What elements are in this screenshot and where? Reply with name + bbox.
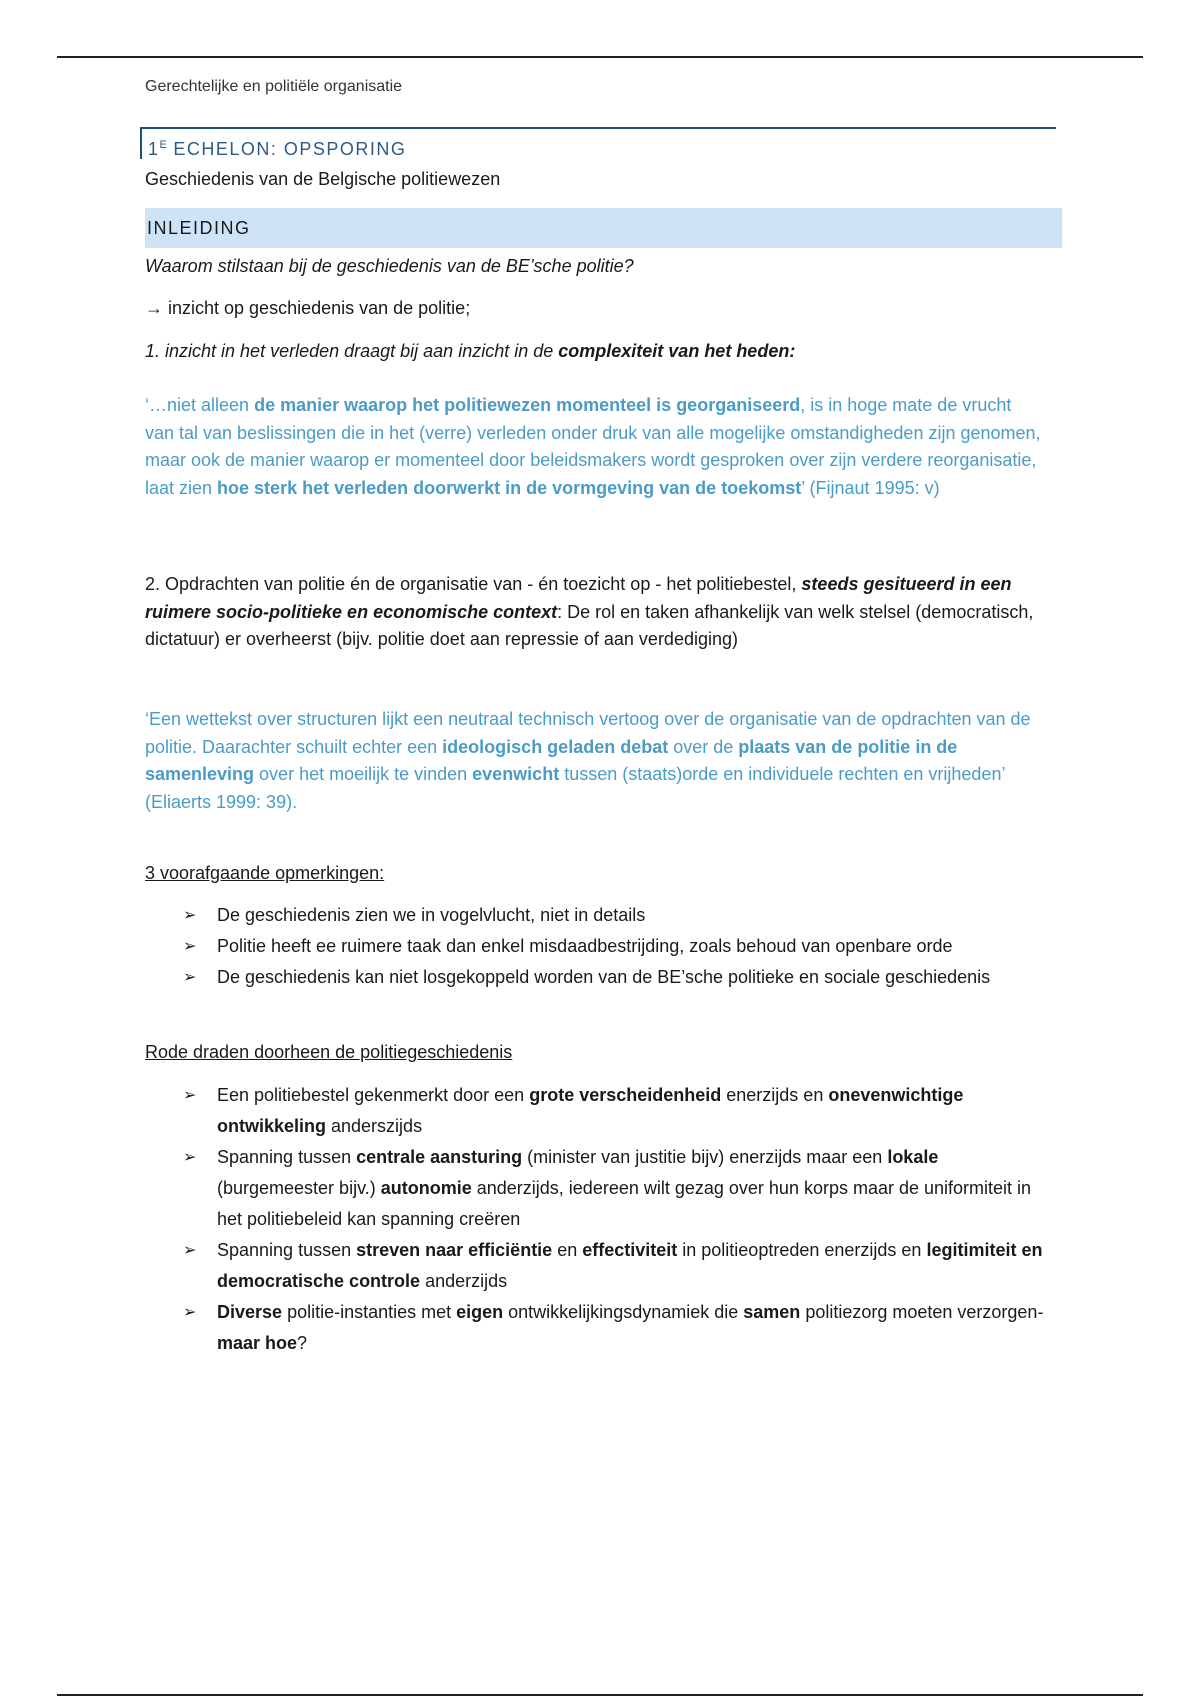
bottom-rule	[57, 1694, 1143, 1696]
bullet-arrow-icon: ➢	[183, 969, 197, 986]
subtitle: Geschiedenis van de Belgische politiewezen	[145, 169, 501, 189]
list-item: ➢ Spanning tussen centrale aansturing (minister van justitie bijv) enerzijds maar een lokale (burgemeester bijv.) autonomie anderzijds, iedereen wilt gezag over hun korps maar de uniformiteit in het politiebeleid kan spanning creëren	[145, 1142, 1060, 1235]
quote-fijnaut: ‘…niet alleen de manier waarop het politiewezen momenteel is georganiseerd, is in hoge mate de vrucht van tal van beslissingen die in het (verre) verleden onder druk van alle mogelijke omstandigheden zijn genomen, maar ook de manier waarop er momenteel door beleidsmakers wordt gesproken over zijn verdere reorganisatie, laat zien hoe sterk het verleden doorwerkt in de vormgeving van de toekomst’ (Fijnaut 1995: v)	[145, 395, 1041, 498]
point-1: 1. inzicht in het verleden draagt bij aan inzicht in de complexiteit van het heden:	[145, 341, 796, 361]
heading-1: $1^E$ ECHELON: OPSPORING	[140, 127, 1056, 159]
remarks-list	[145, 900, 1060, 993]
bullet-arrow-icon: ➢	[183, 1149, 197, 1166]
quote-eliaerts: ‘Een wettekst over structuren lijkt een neutraal technisch vertoog over de organisatie van de opdrachten van de politie. Daarachter schuilt echter een ideologisch geladen debat over de plaats van de politie in de samenleving over het moeilijk te vinden evenwicht tussen (staats)orde en individuele rechten en vrijheden’ (Eliaerts 1999: 39).	[145, 709, 1031, 812]
arrow-icon: →	[145, 298, 163, 318]
list-item: ➢ Spanning tussen streven naar efficiëntie en effectiviteit in politieoptreden enerzijds en legitimiteit en democratische controle anderzijds	[145, 1235, 1060, 1297]
list-item: ➢ De geschiedenis zien we in vogelvlucht, niet in details	[145, 900, 1060, 931]
threads-heading: Rode draden doorheen de politiegeschiedenis	[145, 1042, 513, 1062]
arrow-line: → inzicht op geschiedenis van de politie;	[145, 298, 471, 318]
list-item: ➢ Politie heeft ee ruimere taak dan enkel misdaadbestrijding, zoals behoud van openbare orde	[145, 931, 1060, 962]
section-heading-inleiding: INLEIDING	[145, 208, 1062, 248]
remarks-heading: 3 voorafgaande opmerkingen:	[145, 863, 385, 883]
list-item: ➢ Diverse politie-instanties met eigen ontwikkelijkingsdynamiek die samen politiezorg moeten verzorgen- maar hoe?	[145, 1297, 1060, 1359]
threads-list	[145, 1080, 1060, 1359]
bullet-arrow-icon: ➢	[183, 1304, 197, 1321]
bullet-arrow-icon: ➢	[183, 938, 197, 955]
list-item: ➢ Een politiebestel gekenmerkt door een grote verscheidenheid enerzijds en onevenwichtige ontwikkeling anderszijds	[145, 1080, 1060, 1142]
bullet-arrow-icon: ➢	[183, 1087, 197, 1104]
list-item: ➢ De geschiedenis kan niet losgekoppeld worden van de BE’sche politieke en sociale geschiedenis	[145, 962, 1060, 993]
bullet-arrow-icon: ➢	[183, 1242, 197, 1259]
question-line: Waarom stilstaan bij de geschiedenis van de BE’sche politie?	[145, 256, 634, 276]
running-header: Gerechtelijke en politiële organisatie	[145, 78, 403, 95]
point-2: 2. Opdrachten van politie én de organisatie van - én toezicht op - het politiebestel, steeds gesitueerd in een ruimere socio-politieke en economische context: De rol en taken afhankelijk van welk stelsel (democratisch, dictatuur) er overheerst (bijv. politie doet aan repressie of aan verdediging)	[145, 574, 1034, 649]
top-rule	[57, 56, 1143, 58]
bullet-arrow-icon: ➢	[183, 907, 197, 924]
